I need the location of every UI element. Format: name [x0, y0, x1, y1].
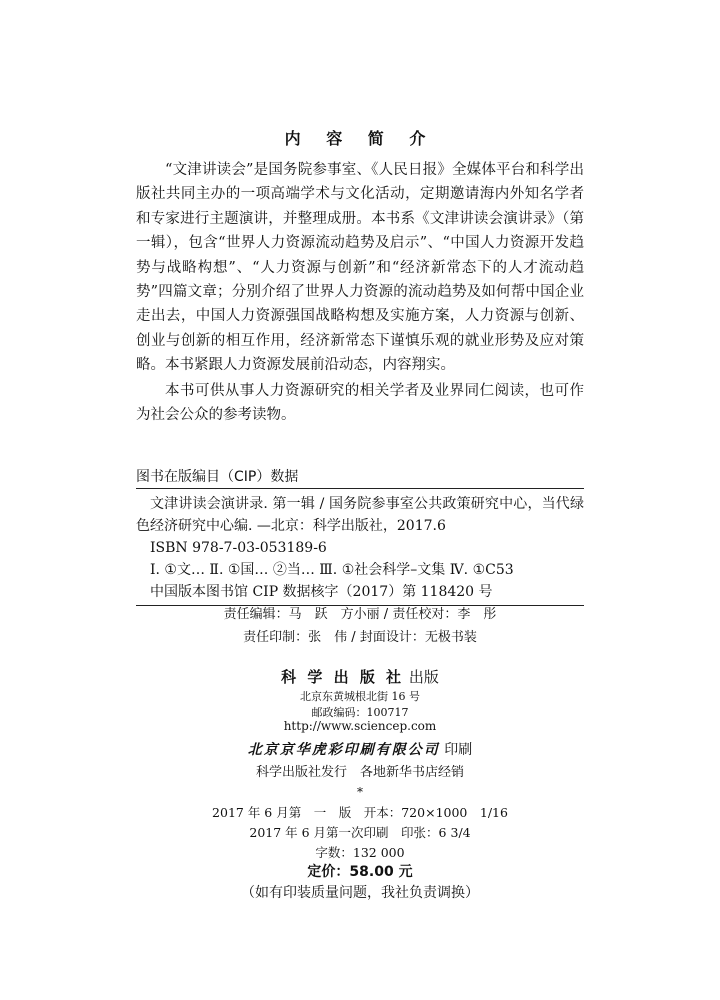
editors-line-2: 责任印制：张 伟 / 封面设计：无极书装	[243, 630, 477, 645]
cip-box	[136, 488, 584, 606]
separator-star: *	[357, 785, 363, 799]
word-count: 字数：132 000	[315, 845, 405, 860]
publisher-name: 科 学 出 版 社	[281, 668, 405, 686]
intro-paragraph-1: “文津讲读会”是国务院参事室、《人民日报》全媒体平台和科学出版社共同主办的一项高端学术与文化活动，定期邀请海内外知名学者和专家进行主题演讲，并整理成册。本书系《文津讲读会演讲录》（第一辑），包含“世界人力资源流动趋势及启示”、“中国人力资源开发趋势与战略构想”、“人力资源与创新”和“经济新常态下的人才流动趋势”四篇文章；分别介绍了世界人力资源的流动趋势及如何帮中国企业走出去，中国人力资源强国战略构想及实施方案，人力资源与创新、创业与创新的相互作用，经济新常态下谨慎乐观的就业形势及应对策略。本书紧跟人力资源发展前沿动态，内容翔实。	[136, 162, 584, 374]
editors-line-1: 责任编辑：马 跃 方小丽 / 责任校对：李 彤	[223, 607, 497, 622]
printer-name: 北京京华虎彩印刷有限公司	[247, 742, 440, 758]
edition-line: 2017 年 6 月第 一 版 开本：720×1000 1/16	[212, 805, 508, 820]
publisher-address: 北京东黄城根北街 16 号	[300, 690, 420, 703]
intro-paragraph-2: 本书可供从事人力资源研究的相关学者及业界同仁阅读，也可作为社会公众的参考读物。	[136, 383, 584, 424]
intro-title: 内 容 简 介	[284, 129, 436, 148]
cip-entry: 文津讲读会演讲录. 第一辑 / 国务院参事室公共政策研究中心，当代绿色经济研究中心编. —北京：科学出版社，2017.6	[136, 496, 584, 534]
cip-number: 中国版本图书馆 CIP 数据核字（2017）第 118420 号	[150, 584, 493, 600]
printer-suffix: 印刷	[439, 742, 473, 758]
publisher-url: http://www.sciencep.com	[283, 719, 437, 733]
distribution: 科学出版社发行 各地新华书店经销	[255, 765, 464, 780]
price: 定价：58.00 元	[307, 864, 413, 880]
print-line: 2017 年 6 月第一次印刷 印张：6 3/4	[249, 825, 471, 840]
printer-line	[0, 739, 720, 759]
quality-note: （如有印装质量问题，我社负责调换）	[241, 885, 479, 901]
cip-isbn: ISBN 978-7-03-053189-6	[150, 540, 327, 556]
publisher-line	[0, 666, 720, 687]
publisher-suffix: 出版	[404, 668, 439, 686]
cip-classification: Ⅰ. ①文… Ⅱ. ①国… ②当… Ⅲ. ①社会科学–文集 Ⅳ. ①C53	[150, 562, 514, 578]
publisher-zip: 邮政编码：100717	[311, 706, 409, 719]
cip-heading: 图书在版编目（CIP）数据	[136, 469, 299, 485]
